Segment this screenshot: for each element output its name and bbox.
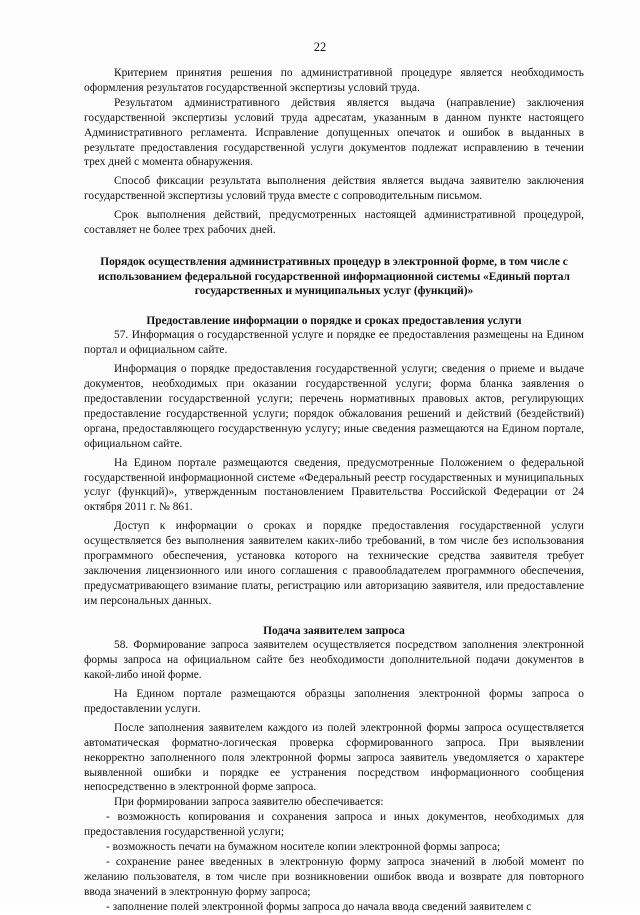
paragraph: 57. Информация о государственной услуге и порядке ее предоставления размещены на Едином портал и официальном сайте. <box>84 329 584 357</box>
paragraph: На Едином портале размещаются образцы заполнения электронной формы запроса о предоставлении услуги. <box>84 687 584 715</box>
paragraph: Информация о порядке предоставления государственной услуги; сведения о приеме и выдаче документов, необходимых при оказании государственной услуги; форма бланка заявления о предоставлении государственной услуги; перечень нормативных правовых актов, регулирующих предоставление государственной услуги; порядок обжалования решений и действий (бездействий) органа, предоставляющего государственную услугу; иные сведения размещаются на Едином портале, официальном сайте. <box>84 363 584 450</box>
paragraph: На Едином портале размещаются сведения, предусмотренные Положением о федеральной государственной информационной системе «Федеральный реестр государственных и муниципальных услуг (функций)», утвержденным постановлением Правительства Российской Федерации от 24 октября 2011 г. № 861. <box>84 456 584 514</box>
paragraph: Срок выполнения действий, предусмотренных настоящей административной процедурой, составляет не более трех рабочих дней. <box>84 209 584 237</box>
paragraph: 58. Формирование запроса заявителем осуществляется посредством заполнения электронной формы запроса на официальном сайте без необходимости дополнительной подачи документов в какой-либо иной форме. <box>84 639 584 682</box>
subsection-heading: Подача заявителем запроса <box>263 624 405 637</box>
paragraph: Критерием принятия решения по административной процедуре является необходимость оформления результатов государственной экспертизы условий труда. <box>84 67 584 94</box>
page-number: 22 <box>313 40 327 54</box>
section-heading: Порядок осуществления административных процедур в электронной форме, в том числе с использованием федеральной государственной информационной системы «Единый портал государственных и муниципальных услуг (функций)» <box>98 255 570 298</box>
list-item: - возможность печати на бумажном носителе копии электронной формы запроса; <box>106 841 501 854</box>
paragraph: Результатом административного действия является выдача (направление) заключения государственной экспертизы условий труда адресатам, указанным в данном пункте настоящего Административного регламента. Исправление допущенных опечаток и ошибок в выданных в результате предоставления государственной услуги документов подлежат исправлению в течении трех дней с момента обнаружения. <box>84 96 584 169</box>
list-item: - сохранение ранее введенных в электронную форму запроса значений в любой момент по желанию пользователя, в том числе при возникновении ошибок ввода и возврате для повторного ввода значений в электронную форму запроса; <box>84 855 584 898</box>
paragraph: Доступ к информации о сроках и порядке предоставления государственной услуги осуществляется без выполнения заявителем каких-либо требований, в том числе без использования программного обеспечения, установка которого на технические средства заявителя требует заключения лицензионного или иного соглашения с правообладателем программного обеспечения, предусматривающего взимание платы, регистрацию или авторизацию заявителя, или предоставление им персональных данных. <box>84 520 584 607</box>
paragraph: Способ фиксации результата выполнения действия является выдача заявителю заключения государственной экспертизы условий труда вместе с сопроводительным письмом. <box>84 175 584 203</box>
list-item: - возможность копирования и сохранения запроса и иных документов, необходимых для предоставления государственной услуги; <box>84 811 584 839</box>
paragraph: После заполнения заявителем каждого из полей электронной формы запроса осуществляется автоматическая форматно-логическая проверка сформированного запроса. При выявлении некорректно заполненного поля электронной формы запроса заявитель уведомляется о характере выявленной ошибки и порядке ее устранения посредством информационного сообщения непосредственно в электронной форме запроса. <box>84 721 584 794</box>
list-item: - заполнение полей электронной формы запроса до начала ввода сведений заявителем с <box>106 900 532 913</box>
capabilities-list <box>84 810 584 914</box>
document-body <box>84 66 584 915</box>
paragraph: При формировании запроса заявителю обеспечивается: <box>114 796 384 809</box>
subsection-heading: Предоставление информации о порядке и сроках предоставления услуги <box>146 314 522 327</box>
